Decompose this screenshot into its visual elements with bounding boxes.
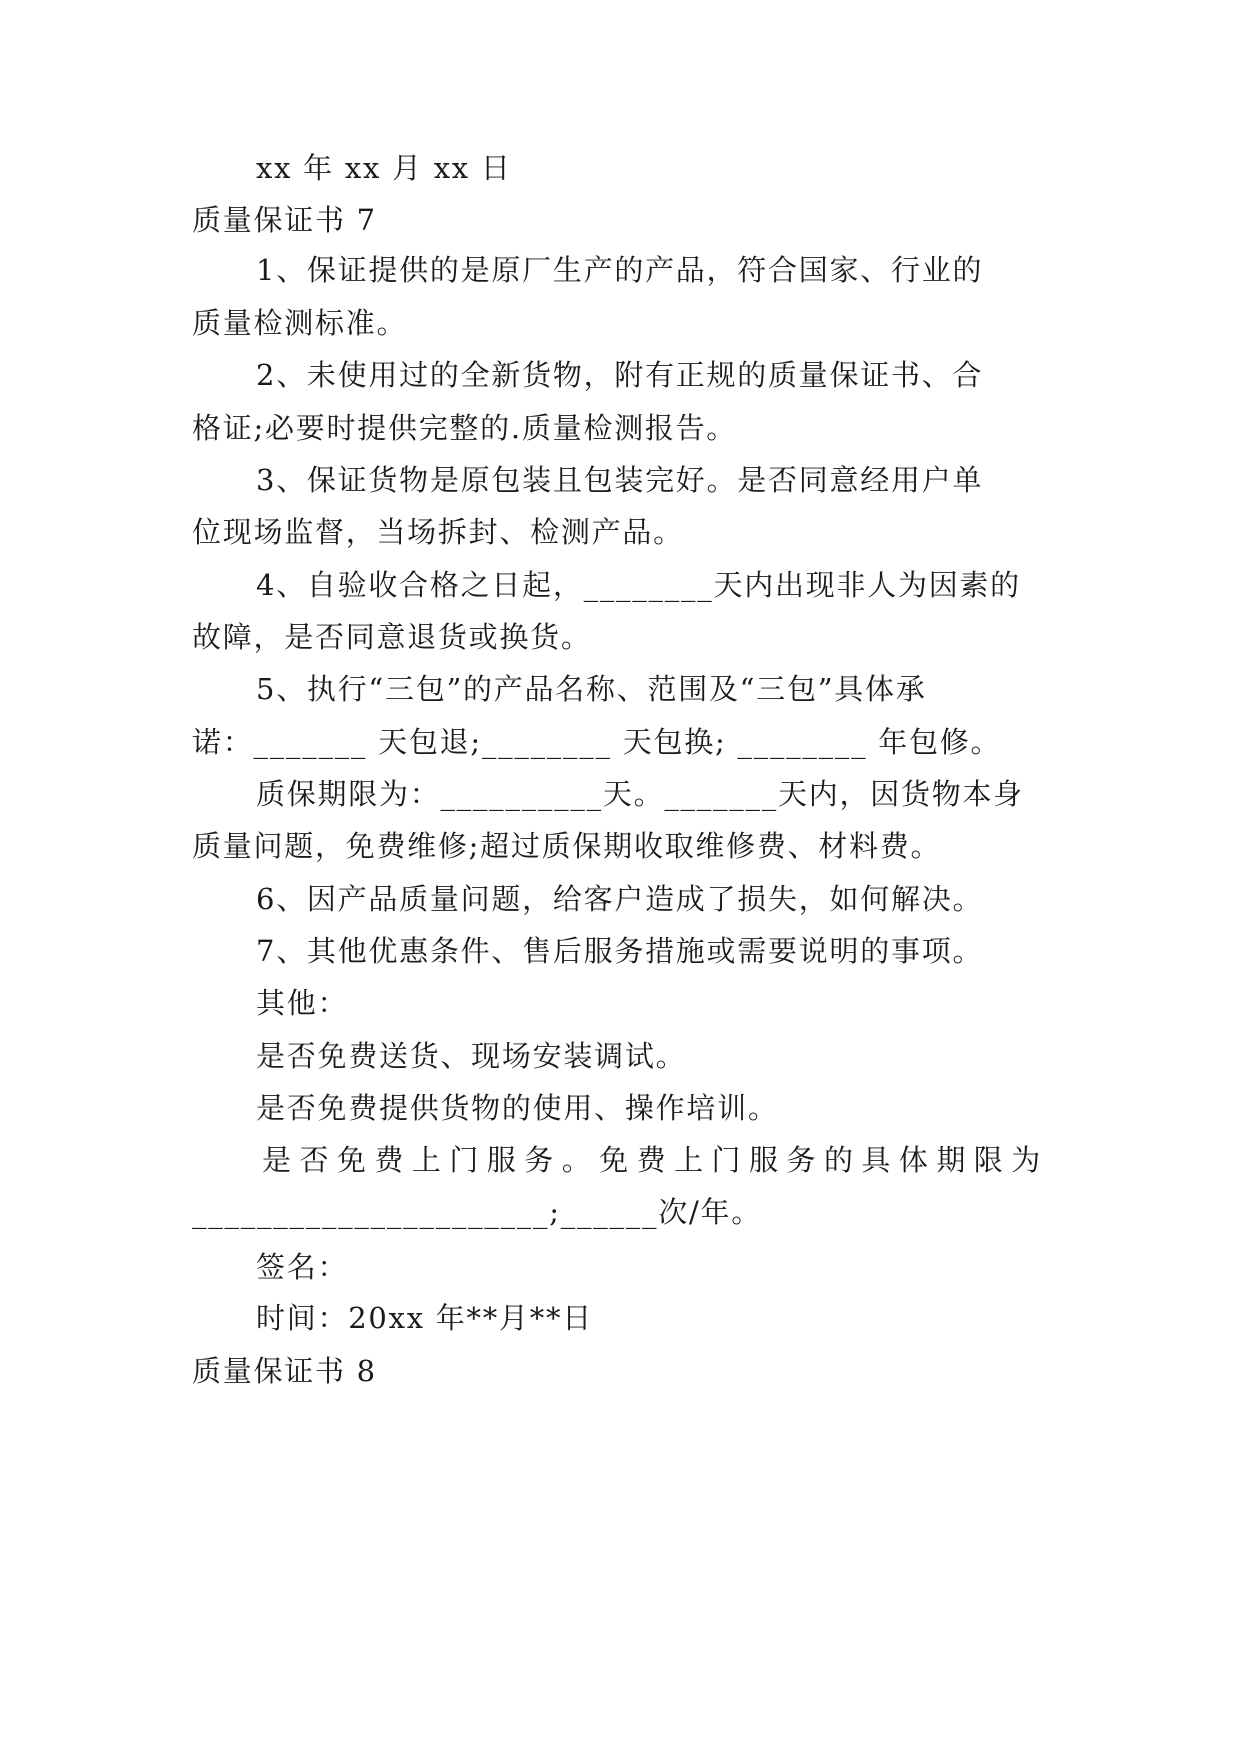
other-item-3-line-2: ______________________;______次/年。 — [192, 1195, 762, 1229]
item-3-line-1: 3、保证货物是原包装且包装完好。是否同意经用户单 — [256, 463, 984, 497]
signature-line: 签名： — [256, 1250, 349, 1284]
item-1-line-2: 质量检测标准。 — [192, 306, 408, 340]
item-5-line-1: 5、执行“三包”的产品名称、范围及“三包”具体承 — [256, 672, 927, 706]
section-heading-8: 质量保证书 8 — [192, 1354, 377, 1388]
item-2-line-2: 格证;必要时提供完整的.质量检测报告。 — [192, 411, 738, 445]
item-5-line-3: 质保期限为：__________天。_______天内，因货物本身 — [256, 777, 1024, 811]
item-5-line-2: 诺：_______ 天包退;________ 天包换; ________ 年包修。 — [192, 725, 1002, 759]
other-item-3-line-1 — [0, 1140, 1241, 1180]
other-item-3-text: 是否免费上门服务。免费上门服务的具体期限为 — [262, 1143, 1042, 1177]
item-1-line-1: 1、保证提供的是原厂生产的产品，符合国家、行业的 — [256, 253, 984, 287]
item-4-line-2: 故障，是否同意退货或换货。 — [192, 620, 592, 654]
item-4-line-1: 4、自验收合格之日起，________天内出现非人为因素的 — [256, 568, 1021, 602]
section-heading-7: 质量保证书 7 — [192, 203, 377, 237]
item-6-line: 6、因产品质量问题，给客户造成了损失，如何解决。 — [256, 882, 984, 916]
other-item-2: 是否免费提供货物的使用、操作培训。 — [256, 1091, 779, 1125]
other-heading: 其他： — [256, 986, 349, 1020]
date-line: xx 年 xx 月 xx 日 — [256, 151, 512, 185]
time-line: 时间：20xx 年**月**日 — [256, 1301, 593, 1335]
item-5-line-4: 质量问题，免费维修;超过质保期收取维修费、材料费。 — [192, 829, 942, 863]
item-2-line-1: 2、未使用过的全新货物，附有正规的质量保证书、合 — [256, 358, 984, 392]
item-3-line-2: 位现场监督，当场拆封、检测产品。 — [192, 515, 684, 549]
other-item-1: 是否免费送货、现场安装调试。 — [256, 1039, 687, 1073]
item-7-line: 7、其他优惠条件、售后服务措施或需要说明的事项。 — [256, 934, 984, 968]
